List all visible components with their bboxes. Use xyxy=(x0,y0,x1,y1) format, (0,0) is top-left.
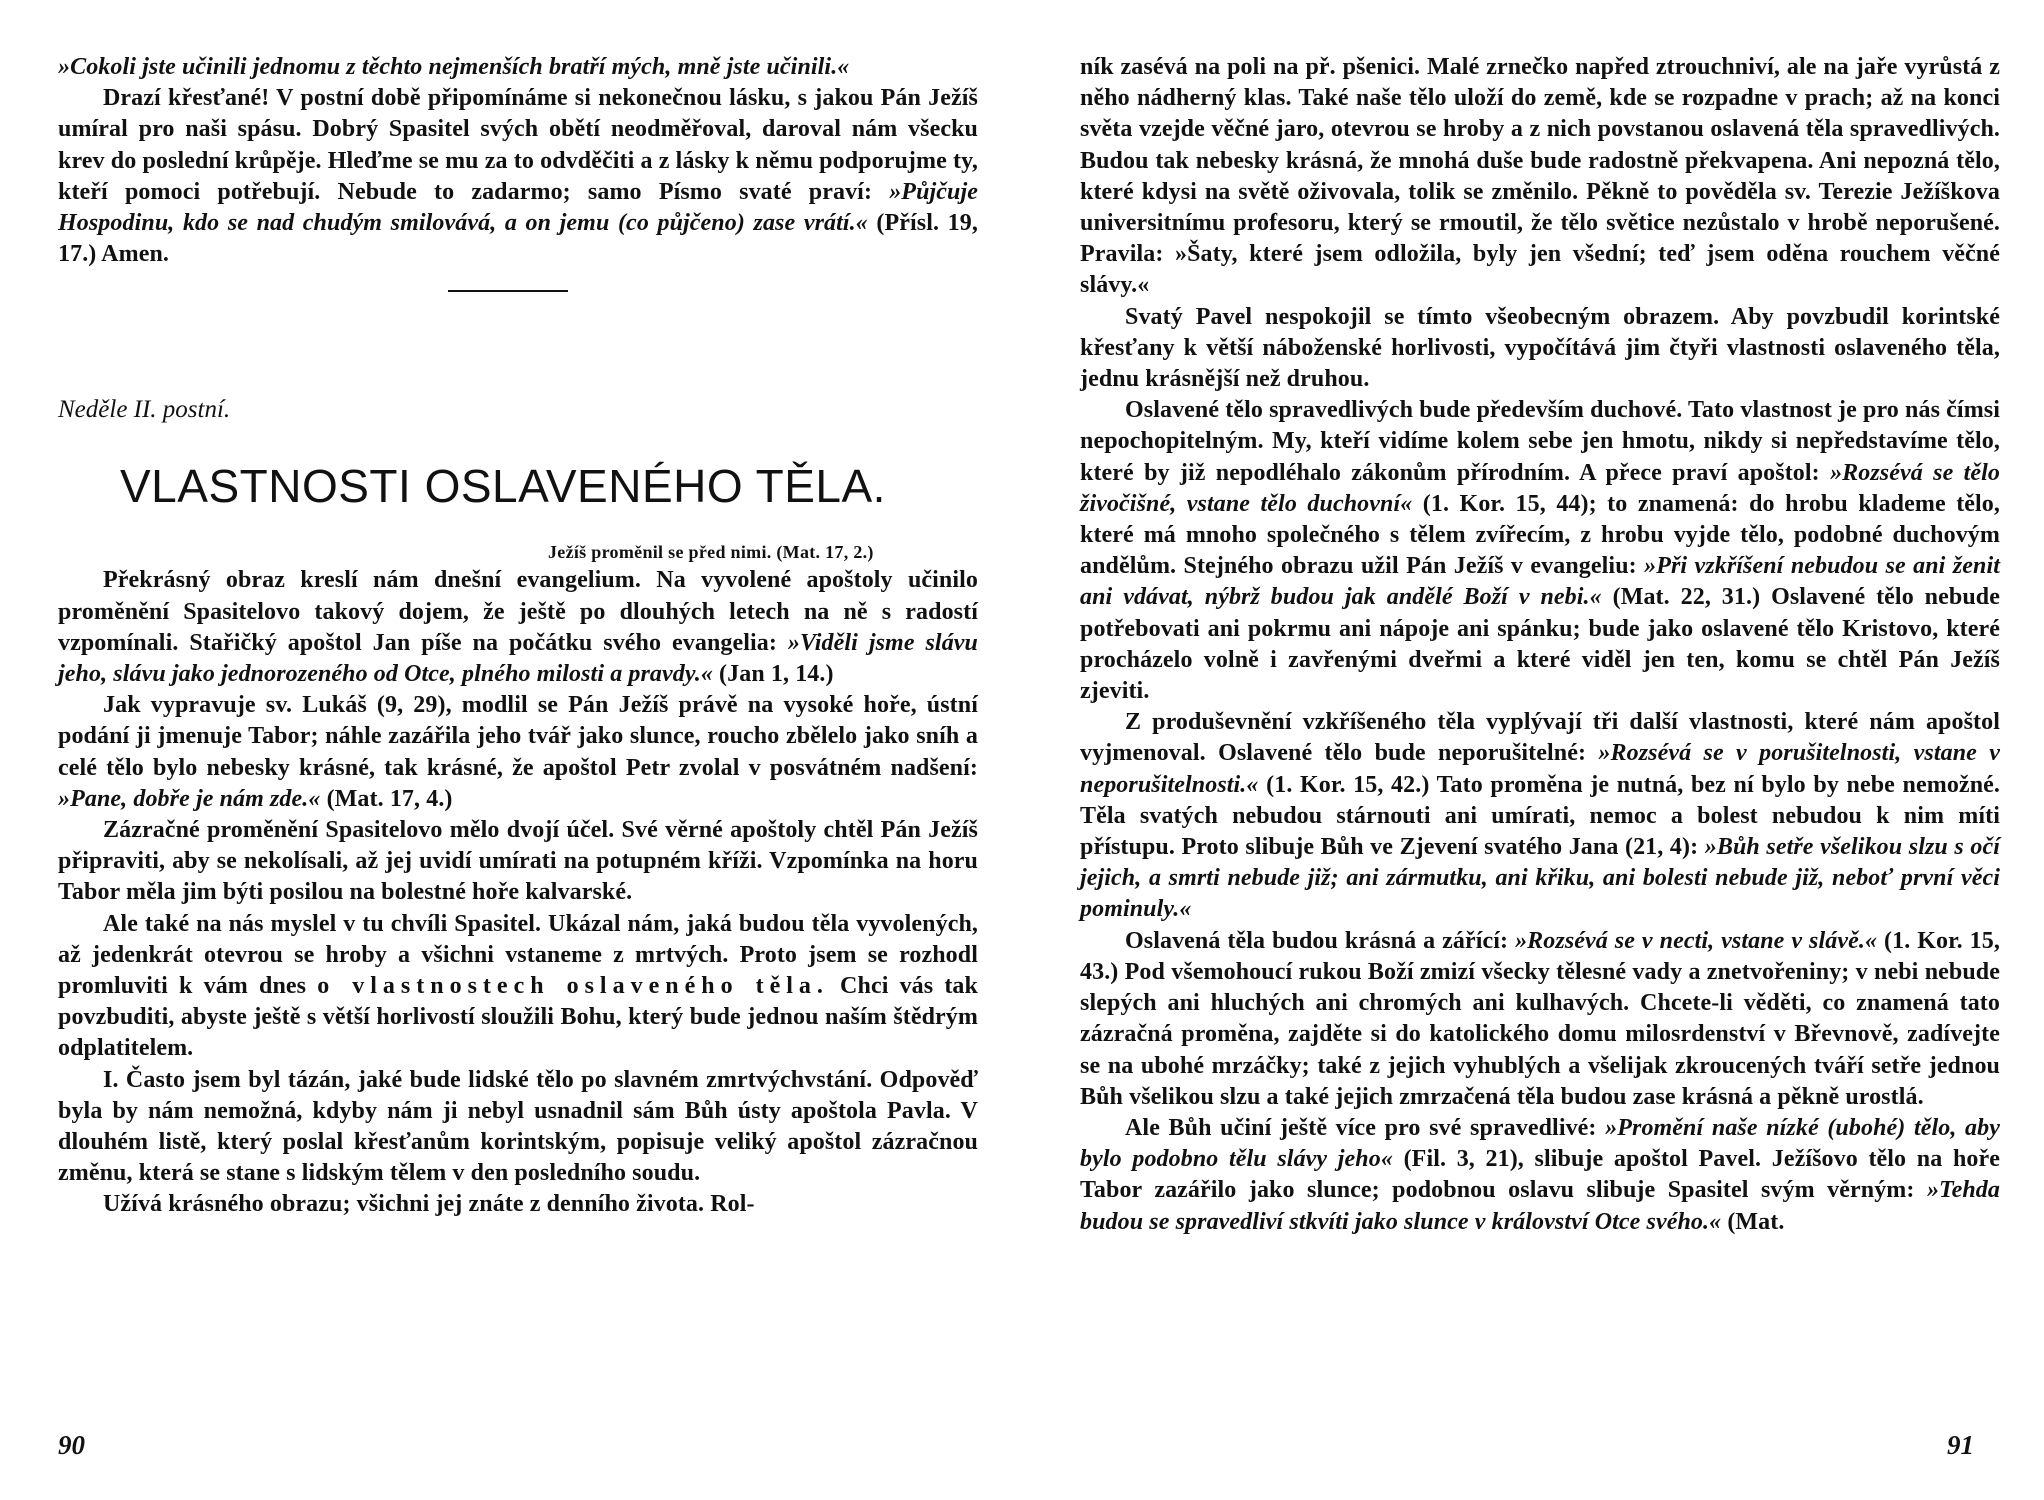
paragraph: Ale Bůh učiní ještě více pro své spravedlivé: »Promění naše nízké (ubohé) tělo, aby bylo podobno tělu slávy jeho« (Fil. 3, 21), slibuje apoštol Pavel. Ježíšovo tělo na hoře Tabor zazářilo jako slunce; podobnou oslavu slibuje Spasitel svým věrným: »Tehda budou se spravedliví stkvíti jako slunce v království Otce svého.« (Mat. xyxy=(1080,1114,2001,1235)
right-page xyxy=(1022,0,2044,1500)
paragraph: Z produševnění vzkříšeného těla vyplývají tři další vlastnosti, které nám apoštol vyjmenoval. Oslavené tělo bude neporušitelné: »Rozsévá se v porušitelnosti, vstane v neporušitelnosti.« (1. Kor. 15, 42.) Tato proměna je nutná, bez ní bylo by nebe nemožné. Těla svatých nebudou stárnouti ani umírati, nemoc a bolest nebudou k nim míti přístupu. Proto slibuje Bůh ve Zjevení svatého Jana (21, 4): »Bůh setře všelikou slzu s očí jejich, a smrti nebude již; ani zármutku, ani křiku, ani bolesti nebude již, neboť první věci pominuly.« xyxy=(1080,709,2000,923)
page-number: 90 xyxy=(58,1430,85,1460)
spaced-emphasis: o vlastnostech oslaveného těla. xyxy=(317,973,829,1000)
italic-quote: »Promění naše nízké (ubohé) tělo, aby bylo podobno tělu slávy jeho« xyxy=(1080,1114,2001,1173)
sunday-heading: Neděle II. postní. xyxy=(58,396,231,424)
paragraph: Jak vypravuje sv. Lukáš (9, 29), modlil se Pán Ježíš právě na vysoké hoře, ústní podání ji jmenuje Tabor; náhle zazářila jeho tvář jako slunce, roucho zbělelo jako sníh a celé tělo bylo nebesky krásné, tak krásné, že apoštol Petr zvolal v posvátném nadšení: »Pane, dobře je nám zde.« (Mat. 17, 4.) xyxy=(58,692,978,812)
left-text-column xyxy=(58,52,978,1221)
right-text-column xyxy=(1080,52,2000,1238)
section-divider xyxy=(448,290,568,292)
italic-quote: »Tehda budou se spravedliví stkvíti jako slunce v království Otce svého.« xyxy=(1080,1177,2000,1235)
italic-quote: »Pane, dobře je nám zde.« xyxy=(58,785,321,812)
italic-quote: »Při vzkříšení nebudou se ani ženit ani vdávat, nýbrž budou jak andělé Boží v nebi.« xyxy=(1080,553,2000,611)
paragraph: Ale také na nás myslel v tu chvíli Spasitel. Ukázal nám, jaká budou těla vyvolených, až jedenkrát otevrou se hroby a všichni vstaneme z mrtvých. Proto jsem se rozhodl promluviti k vám dnes o vlastnostech oslaveného těla. Chci vás tak povzbuditi, abyste ještě s větší horlivostí sloužili Bohu, který bude jednou naším štědrým odplatitelem. xyxy=(58,910,978,1062)
paragraph-quote-opening xyxy=(58,52,978,83)
paragraph: Překrásný obraz kreslí nám dnešní evangelium. Na vyvolené apoštoly učinilo proměnění Spasitelovo takový dojem, že ještě po dlouhých letech na ně s radostí vzpomínali. Stařičký apoštol Jan píše na počátku svého evangelia: »Viděli jsme slávu jeho, slávu jako jednorozeného od Otce, plného milosti a pravdy.« (Jan 1, 14.) xyxy=(58,567,978,688)
italic-quote: »Bůh setře všelikou slzu s očí jejich, a smrti nebude již; ani zármutku, ani křiku, ani bolesti nebude již, neboť první věci pominuly.« xyxy=(1080,834,2000,923)
paragraph: Oslavené tělo spravedlivých bude především duchové. Tato vlastnost je pro nás čímsi nepochopitelným. My, kteří vidíme kolem sebe jen hmotu, nikdy si nepředstavíme tělo, které by již nepodléhalo zákonům přírodním. A přece praví apoštol: »Rozsévá se tělo živočišné, vstane tělo duchovní« (1. Kor. 15, 44); to znamená: do hrobu klademe tělo, které má mnoho společného s tělem zvířecím, z hrobu vyjde tělo, podobné duchovým andělům. Stejného obrazu užil Pán Ježíš v evangeliu: »Při vzkříšení nebudou se ani ženit ani vdávat, nýbrž budou jak andělé Boží v nebi.« (Mat. 22, 31.) Oslavené tělo nebude potřebovati ani pokrmu ani nápoje ani spánku; bude jako oslavené tělo Kristovo, které procházelo volně i zavřenými dveřmi a které viděl jen ten, komu se chtěl Pán Ježíš zjeviti. xyxy=(1080,397,2001,705)
left-page xyxy=(0,0,1000,1500)
paragraph: Zázračné proměnění Spasitelovo mělo dvojí účel. Své věrné apoštoly chtěl Pán Ježíš připraviti, aby se nekolísali, až jej uvidí umírati na potupném kříži. Vzpomínka na horu Tabor měla jim býti posilou na bolestné hoře kalvarské. xyxy=(58,817,978,906)
italic-quote: »Rozsévá se v necti, vstane v slávě.« xyxy=(1515,927,1878,954)
page-number: 91 xyxy=(1947,1430,1974,1460)
italic-quote: »Viděli jsme slávu jeho, slávu jako jednorozeného od Otce, plného milosti a pravdy.« xyxy=(58,629,978,688)
italic-quote: »Půjčuje Hospodinu, kdo se nad chudým smilovává, a on jemu (co půjčeno) zase vrátí.« xyxy=(58,178,978,237)
paragraph: Svatý Pavel nespokojil se tímto všeobecným obrazem. Aby povzbudil korintské křesťany k větší náboženské horlivosti, vypočítává jim čtyři vlastnosti oslaveného těla, jednu krásnější než druhou. xyxy=(1080,303,2000,393)
sermon-title: VLASTNOSTI OSLAVENÉHO TĚLA. xyxy=(120,460,886,513)
italic-quote: »Rozsévá se v porušitelnosti, vstane v neporušitelnosti.« xyxy=(1080,740,2000,798)
paragraph: Drazí křesťané! V postní době připomínáme si nekonečnou lásku, s jakou Pán Ježíš umíral pro naši spásu. Dobrý Spasitel svých obětí neodměřoval, daroval nám všecku krev do poslední krůpěje. Hleďme se mu za to odvděčiti a z lásky k němu podporujme ty, kteří pomoci potřebují. Nebude to zadarmo; samo Písmo svaté praví: »Půjčuje Hospodinu, kdo se nad chudým smilovává, a on jemu (co půjčeno) zase vrátí.« (Přísl. 19, 17.) Amen. xyxy=(58,85,978,268)
motto: Ježíš proměnil se před nimi. (Mat. 17, 2.) xyxy=(548,542,874,563)
paragraph: ník zasévá na poli na př. pšenici. Malé zrnečko napřed ztrouchniví, ale na jaře vyrůstá z něho nádherný klas. Také naše tělo uloží do země, kde se rozpadne v prach; až na konci světa vzejde věčné jaro, otevrou se hroby a z nich povstanou oslavená těla spravedlivých. Budou tak nebesky krásná, že mnohá duše bude radostně překvapena. Ani nepozná tělo, které kdysi na světě oživovala, tolik se změnilo. Pěkně to pověděla sv. Terezie Ježíškova universitnímu profesoru, který se rmoutil, že tělo světice nezůstalo v hrobě neporušené. Pravila: »Šaty, které jsem odložila, byly jen všední; teď jsem oděna rouchem věčné slávy.« xyxy=(1080,54,2000,299)
paragraph: Oslavená těla budou krásná a zářící: »Rozsévá se v necti, vstane v slávě.« (1. Kor. 15, 43.) Pod všemohoucí rukou Boží zmizí všecky tělesné vady a znetvořeniny; v nebi nebude slepých ani hluchých ani chromých ani kulhavých. Chcete-li věděti, co znamená tato zázračná proměna, zajděte si do katolického domu milosrdenství v Břevnově, zadívejte se na ubohé mrzáčky; také z jejich vyhublých a všelijak zkroucených tváří setře jednou Bůh všelikou slzu a také jejich zmrzačená těla budou zase krásná a pěkně urostlá. xyxy=(1080,927,2000,1110)
paragraph: Užívá krásného obrazu; všichni jej znáte z denního života. Rol- xyxy=(103,1191,755,1218)
italic-quote: »Cokoli jste učinili jednomu z těchto nejmenších bratří mých, mně jste učinili.« xyxy=(58,54,850,80)
paragraph: I. Často jsem byl tázán, jaké bude lidské tělo po slavném zmrtvýchvstání. Odpověď byla by nám nemožná, kdyby nám ji nebyl usnadnil sám Bůh ústy apoštola Pavla. V dlouhém listě, který poslal křesťanům korintským, popisuje veliký apoštol zázračnou změnu, která se stane s lidským tělem v den posledního soudu. xyxy=(58,1066,978,1187)
italic-quote: »Rozsévá se tělo živočišné, vstane tělo duchovní« xyxy=(1080,459,2000,517)
